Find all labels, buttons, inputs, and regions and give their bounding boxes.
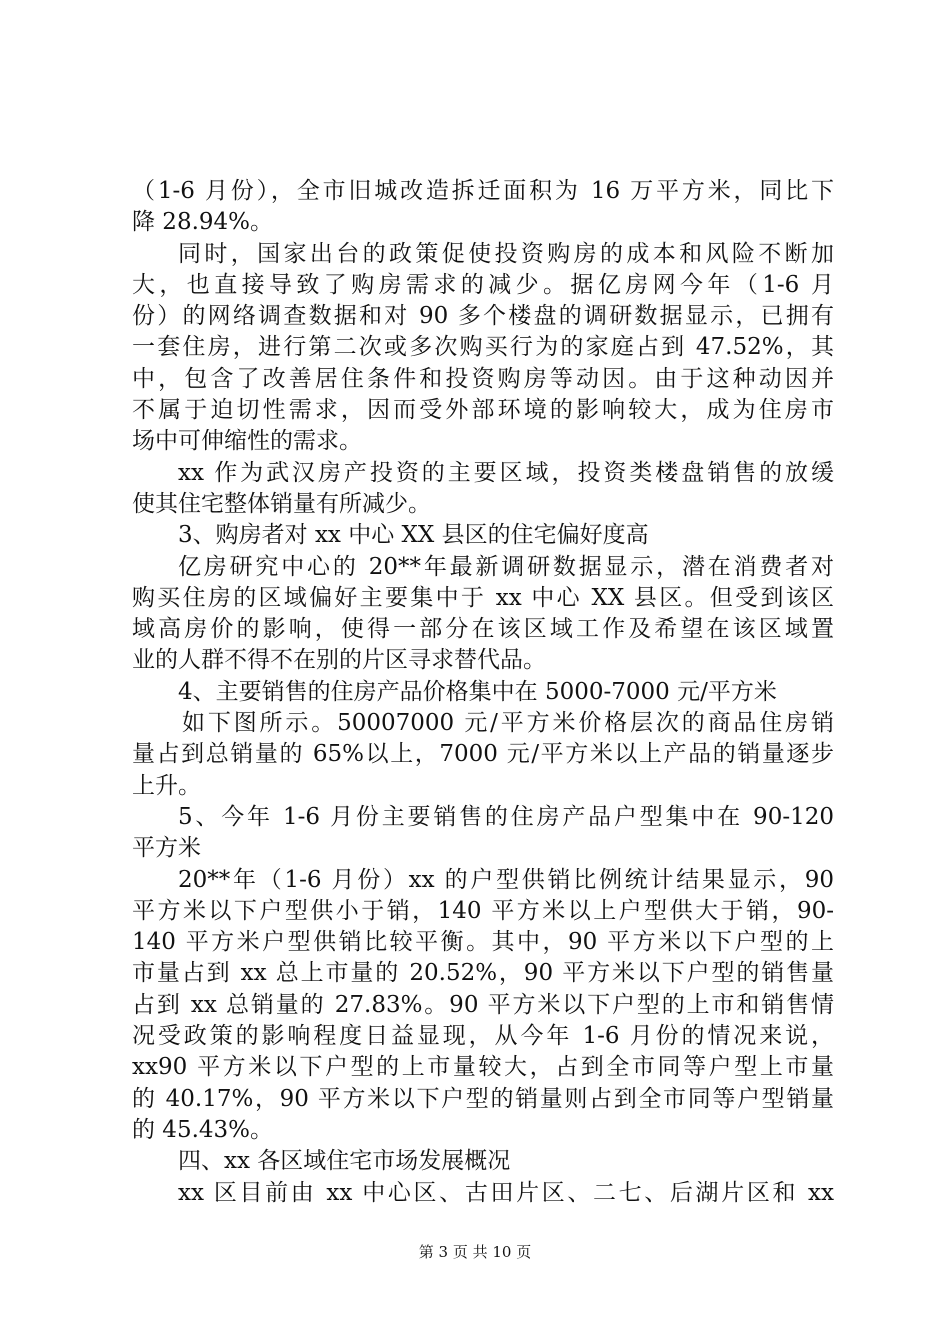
text-line: xx90 平方米以下户型的上市量较大，占到全市同等户型上市量: [132, 1054, 834, 1081]
text-line: 四、xx 各区域住宅市场发展概况: [178, 1148, 511, 1175]
text-line: 一套住房，进行第二次或多次购买行为的家庭占到 47.52%，其: [132, 334, 834, 361]
text-line: 5、今年 1-6 月份主要销售的住房产品户型集中在 90-120: [178, 803, 834, 830]
text-line: 域高房价的影响，使得一部分在该区域工作及希望在该区域置: [132, 616, 834, 643]
text-line: 的 40.17%，90 平方米以下户型的销量则占到全市同等户型销量: [132, 1085, 834, 1112]
text-line: 同时，国家出台的政策促使投资购房的成本和风险不断加: [178, 240, 834, 267]
text-line: 量占到总销量的 65%以上，7000 元/平方米以上产品的销量逐步: [132, 741, 834, 768]
text-line: 场中可伸缩性的需求。: [132, 428, 362, 455]
text-line: 3、购房者对 xx 中心 XX 县区的住宅偏好度高: [178, 522, 649, 549]
text-line: 上升。: [132, 772, 201, 799]
text-line: （1-6 月份），全市旧城改造拆迁面积为 16 万平方米，同比下: [132, 178, 834, 204]
page-footer: 第 3 页 共 10 页: [418, 1243, 532, 1261]
text-line: 况受政策的影响程度日益显现，从今年 1-6 月份的情况来说，: [132, 1023, 834, 1050]
text-line: 使其住宅整体销量有所减少。: [132, 490, 431, 517]
text-line: 平方米以下户型供小于销，140 平方米以上户型供大于销，90-: [132, 897, 834, 924]
text-line: 份）的网络调查数据和对 90 多个楼盘的调研数据显示，已拥有: [132, 303, 834, 330]
text-line: 不属于迫切性需求，因而受外部环境的影响较大，成为住房市: [132, 397, 834, 424]
text-line: 购买住房的区域偏好主要集中于 xx 中心 XX 县区。但受到该区: [132, 584, 834, 611]
text-line: 4、主要销售的住房产品价格集中在 5000-7000 元/平方米: [178, 678, 777, 705]
text-line: 大，也直接导致了购房需求的减少。据亿房网今年（1-6 月: [132, 271, 834, 298]
text-line: xx 作为武汉房产投资的主要区域，投资类楼盘销售的放缓: [178, 459, 834, 486]
text-line: 降 28.94%。: [132, 209, 274, 236]
text-line: 140 平方米户型供销比较平衡。其中，90 平方米以下户型的上: [132, 929, 834, 956]
text-line: 中，包含了改善居住条件和投资购房等动因。由于这种动因并: [132, 365, 834, 392]
text-line: 占到 xx 总销量的 27.83%。90 平方米以下户型的上市和销售情: [132, 991, 834, 1018]
text-line: 平方米: [132, 835, 201, 862]
text-line: 市量占到 xx 总上市量的 20.52%，90 平方米以下户型的销售量: [132, 960, 834, 987]
text-line: 亿房研究中心的 20**年最新调研数据显示，潜在消费者对: [178, 553, 834, 580]
document-body: [132, 176, 834, 1209]
text-line: 的 45.43%。: [132, 1116, 274, 1143]
text-line: 20**年（1-6 月份）xx 的户型供销比例统计结果显示，90: [178, 866, 834, 893]
text-line: 业的人群不得不在别的片区寻求替代品。: [132, 647, 546, 674]
text-line: xx 区目前由 xx 中心区、古田片区、二七、后湖片区和 xx: [178, 1179, 834, 1206]
text-line: 如下图所示。50007000 元/平方米价格层次的商品住房销: [182, 710, 834, 737]
